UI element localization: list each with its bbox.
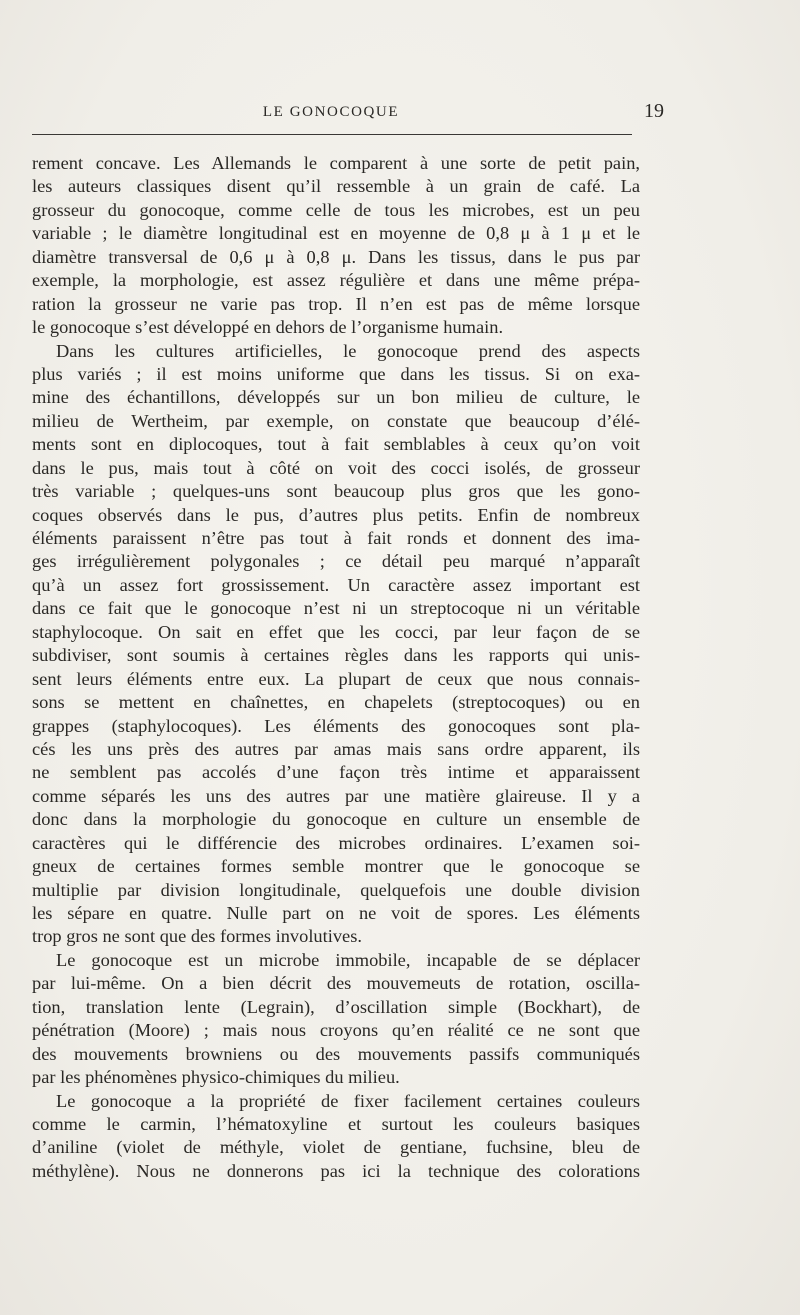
text-line: grosseur du gonocoque, comme celle de tous les microbes, est un peu	[32, 199, 640, 220]
text-line: les sépare en quatre. Nulle part on ne voit de spores. Les éléments	[32, 903, 640, 923]
text-line: tion, translation lente (Legrain), d’oscillation simple (Bockhart), de	[32, 996, 640, 1017]
text-line: mine des échantillons, développés sur un bon milieu de culture, le	[32, 387, 640, 408]
text-line: ments sont en diplocoques, tout à fait semblables à ceux qu’on voit	[32, 434, 640, 455]
text-line: des mouvements browniens ou des mouvements passifs communiqués	[32, 1043, 640, 1064]
text-line: par lui-même. On a bien décrit des mouvemeuts de rotation, oscilla-	[32, 973, 640, 994]
text-line: sons se mettent en chaînettes, en chapelets (streptocoques) ou en	[32, 692, 640, 713]
text-line: coques observés dans le pus, d’autres plus petits. Enfin de nombreux	[32, 504, 640, 525]
text-line: qu’à un assez fort grossissement. Un caractère assez important est	[32, 574, 640, 595]
text-line: subdiviser, sont soumis à certaines règles dans les rapports qui unis-	[32, 645, 640, 666]
text-line: caractères qui le différencie des microbes ordinaires. L’examen soi-	[32, 832, 640, 853]
text-line: les auteurs classiques disent qu’il ressemble à un grain de café. La	[32, 176, 640, 197]
text-line: sent leurs éléments entre eux. La plupart de ceux que nous connais-	[32, 668, 640, 689]
text-line: Le gonocoque a la propriété de fixer facilement certaines couleurs	[56, 1090, 640, 1111]
header-rule	[32, 134, 632, 135]
text-line: multiplie par division longitudinale, quelquefois une double division	[32, 879, 640, 900]
text-line: donc dans la morphologie du gonocoque en culture un ensemble de	[32, 809, 640, 830]
text-line: dans le pus, mais tout à côté on voit des cocci isolés, de grosseur	[32, 457, 640, 478]
text-line: ges irrégulièrement polygonales ; ce détail peu marqué n’apparaît	[32, 551, 640, 572]
text-line: exemple, la morphologie, est assez régulière et dans une même prépa-	[32, 270, 640, 291]
text-line: éléments paraissent n’être pas tout à fait ronds et donnent des ima-	[32, 528, 640, 548]
text-line: d’aniline (violet de méthyle, violet de gentiane, fuchsine, bleu de	[32, 1137, 640, 1158]
text-line: variable ; le diamètre longitudinal est en moyenne de 0,8 μ à 1 μ et le	[32, 223, 640, 244]
text-line: gneux de certaines formes semble montrer que le gonocoque se	[32, 856, 640, 877]
text-line: plus variés ; il est moins uniforme que dans les tissus. Si on exa-	[32, 363, 640, 384]
text-line: grappes (staphylocoques). Les éléments des gonocoques sont pla-	[32, 715, 640, 736]
text-line: rement concave. Les Allemands le comparent à une sorte de petit pain,	[32, 153, 640, 173]
text-line: staphylocoque. On sait en effet que les cocci, par leur façon de se	[32, 621, 640, 642]
text-line: comme le carmin, l’hématoxyline et surtout les couleurs basiques	[32, 1113, 640, 1134]
text-line: diamètre transversal de 0,6 μ à 0,8 μ. Dans les tissus, dans le pus par	[32, 246, 640, 267]
text-line: Le gonocoque est un microbe immobile, incapable de se déplacer	[56, 949, 640, 970]
text-line: trop gros ne sont que des formes involutives.	[32, 926, 362, 947]
text-line: très variable ; quelques-uns sont beaucoup plus gros que les gono-	[32, 481, 640, 502]
text-line: pénétration (Moore) ; mais nous croyons qu’en réalité ce ne sont que	[32, 1020, 640, 1041]
text-line: dans ce fait que le gonocoque n’est ni un streptocoque ni un véritable	[32, 598, 640, 619]
text-line: ne semblent pas accolés d’une façon très intime et apparaissent	[32, 762, 640, 783]
text-line: ration la grosseur ne varie pas trop. Il n’en est pas de même lorsque	[32, 293, 640, 314]
page-number: 19	[644, 100, 664, 122]
text-line: par les phénomènes physico-chimiques du milieu.	[32, 1067, 400, 1088]
page-header	[32, 100, 664, 130]
text-line: Dans les cultures artificielles, le gonocoque prend des aspects	[56, 340, 640, 361]
text-line: cés les uns près des autres par amas mais sans ordre apparent, ils	[32, 738, 640, 759]
body-text	[32, 152, 640, 1183]
text-line: milieu de Wertheim, par exemple, on constate que beaucoup d’élé-	[32, 410, 640, 431]
text-line: méthylène). Nous ne donnerons pas ici la technique des colorations	[32, 1160, 640, 1181]
running-title: LE GONOCOQUE	[262, 104, 400, 120]
text-line: le gonocoque s’est développé en dehors de l’organisme humain.	[32, 317, 504, 338]
text-line: comme séparés les uns des autres par une matière glaireuse. Il y a	[32, 785, 640, 806]
